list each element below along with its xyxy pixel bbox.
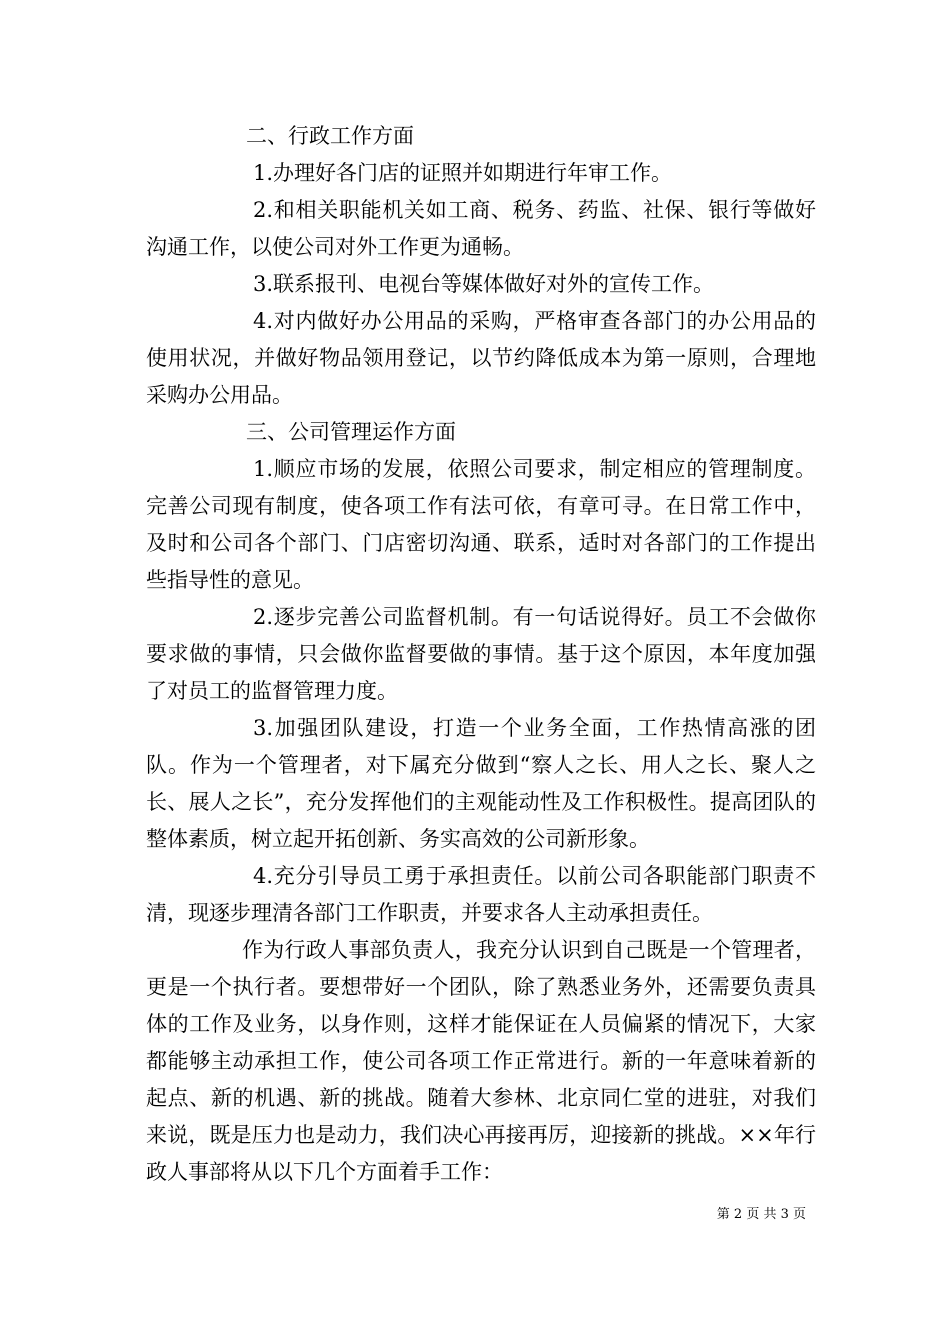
management-item-4: 4.充分引导员工勇于承担责任。以前公司各职能部门职责不清，现逐步理清各部门工作职责，并要求各人主动承担责任。 — [146, 864, 816, 925]
management-item-2: 2.逐步完善公司监督机制。有一句话说得好。员工不会做你要求做的事情，只会做你监督要做的事情。基于这个原因，本年度加强了对员工的监督管理力度。 — [146, 605, 816, 703]
management-item-3: 3.加强团队建设，打造一个业务全面，工作热情高涨的团队。作为一个管理者，对下属充分做到“察人之长、用人之长、聚人之长、展人之长”，充分发挥他们的主观能动性及工作积极性。提高团队的整体素质，树立起开拓创新、务实高效的公司新形象。 — [146, 716, 816, 851]
section-heading-administration: 二、行政工作方面 — [246, 124, 414, 148]
closing-paragraph: 作为行政人事部负责人，我充分认识到自己既是一个管理者，更是一个执行者。要想带好一个团队，除了熟悉业务外，还需要负责具体的工作及业务，以身作则，这样才能保证在人员偏紧的情况下，大家都能够主动承担工作，使公司各项工作正常进行。新的一年意味着新的起点、新的机遇、新的挑战。随着大参林、北京同仁堂的进驻，对我们来说，既是压力也是动力，我们决心再接再厉，迎接新的挑战。××年行政人事部将从以下几个方面着手工作： — [146, 938, 816, 1184]
page-number-footer: 第 2 页 共 3 页 — [716, 1207, 806, 1222]
admin-item-3: 3.联系报刊、电视台等媒体做好对外的宣传工作。 — [253, 272, 715, 296]
admin-item-2: 2.和相关职能机关如工商、税务、药监、社保、银行等做好沟通工作，以使公司对外工作更为通畅。 — [146, 198, 816, 259]
management-item-1: 1.顺应市场的发展，依照公司要求，制定相应的管理制度。完善公司现有制度，使各项工作有法可依，有章可寻。在日常工作中，及时和公司各个部门、门店密切沟通、联系，适时对各部门的工作提出些指导性的意见。 — [146, 457, 816, 592]
document-body — [146, 118, 816, 1191]
admin-item-4: 4.对内做好办公用品的采购，严格审查各部门的办公用品的使用状况，并做好物品领用登记，以节约降低成本为第一原则，合理地采购办公用品。 — [146, 309, 816, 407]
admin-item-1: 1.办理好各门店的证照并如期进行年审工作。 — [253, 161, 673, 185]
section-heading-management: 三、公司管理运作方面 — [246, 420, 456, 444]
